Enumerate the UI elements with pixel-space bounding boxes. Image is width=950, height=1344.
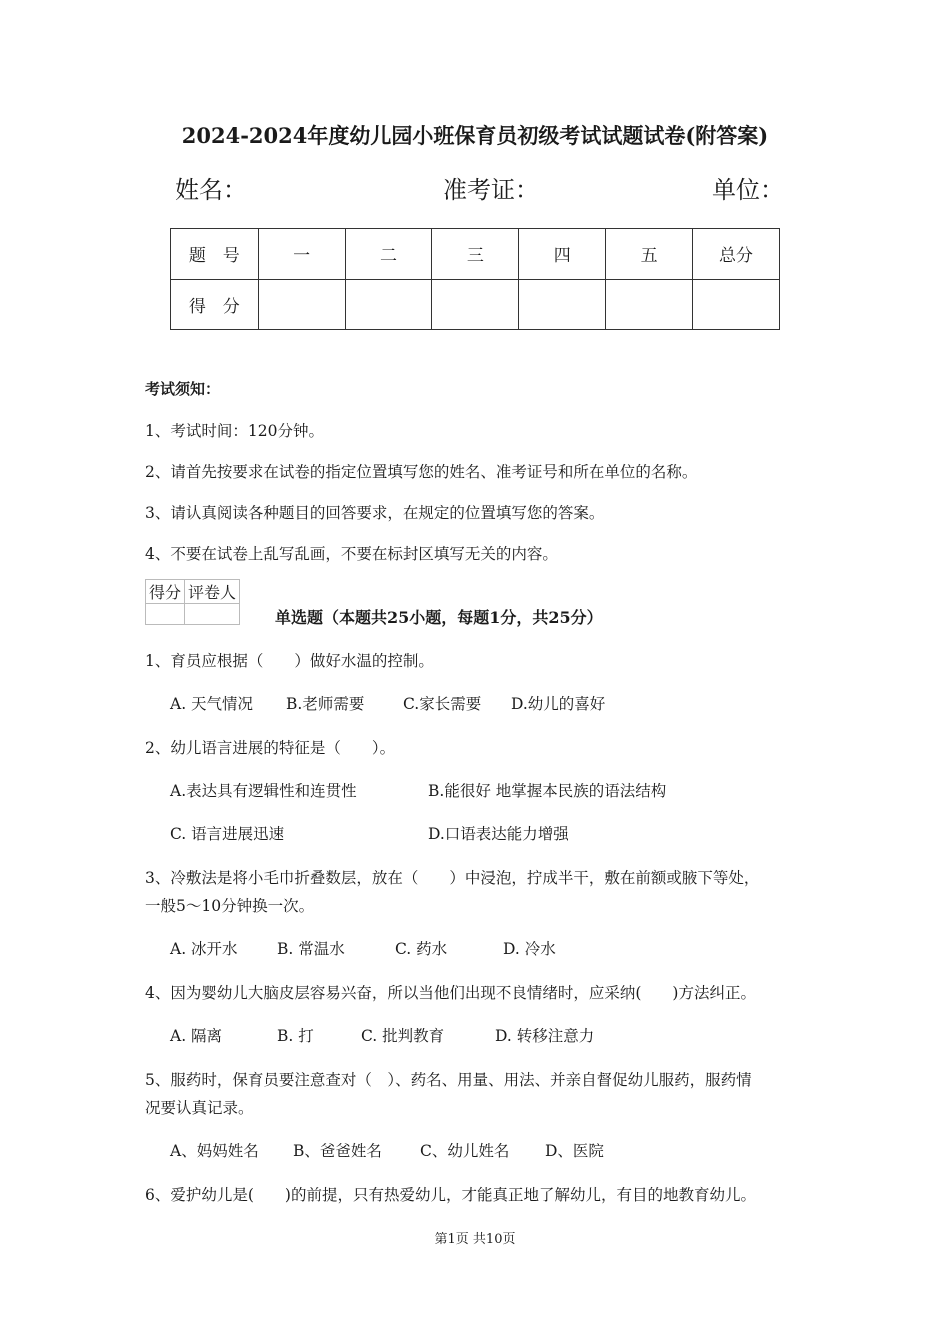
score-table-score-row bbox=[171, 279, 780, 330]
question-option[interactable]: A. 隔离 bbox=[170, 1027, 223, 1045]
question-stem: 2、幼儿语言进展的特征是（ ）。 bbox=[145, 739, 396, 757]
question-stem: 6、爱护幼儿是( )的前提，只有热爱幼儿，才能真正地了解幼儿，有目的地教育幼儿。 bbox=[145, 1186, 756, 1204]
score-input-cell[interactable] bbox=[432, 279, 519, 330]
notice-item: 3、请认真阅读各种题目的回答要求，在规定的位置填写您的答案。 bbox=[145, 504, 605, 522]
score-table-cell: 总分 bbox=[693, 229, 780, 280]
question-option[interactable]: A. 天气情况 bbox=[170, 695, 254, 713]
exam-number-field-label: 准考证： bbox=[443, 176, 539, 204]
notice-item: 4、不要在试卷上乱写乱画，不要在标封区填写无关的内容。 bbox=[145, 545, 558, 563]
question-option[interactable]: B.老师需要 bbox=[286, 695, 365, 713]
name-field-label: 姓名： bbox=[175, 176, 247, 204]
question-option[interactable]: C.家长需要 bbox=[403, 695, 482, 713]
question-option[interactable]: D、医院 bbox=[545, 1142, 604, 1160]
question-option[interactable]: C. 批判教育 bbox=[361, 1027, 445, 1045]
score-table-cell: 五 bbox=[606, 229, 693, 280]
question-option[interactable]: B.能很好 地掌握本民族的语法结构 bbox=[428, 782, 667, 800]
question-option[interactable]: D.幼儿的喜好 bbox=[511, 695, 606, 713]
score-table-cell: 题 号 bbox=[171, 229, 259, 280]
question-stem: 1、育员应根据（ ）做好水温的控制。 bbox=[145, 652, 434, 670]
question-option[interactable]: C、幼儿姓名 bbox=[420, 1142, 510, 1160]
notice-item: 1、考试时间：120分钟。 bbox=[145, 422, 324, 440]
score-input-cell[interactable] bbox=[693, 279, 780, 330]
grader-name-cell[interactable] bbox=[185, 604, 240, 625]
page-footer: 第1页 共10页 bbox=[434, 1232, 516, 1247]
question-stem: 3、冷敷法是将小毛巾折叠数层，放在（ ）中浸泡，拧成半干，敷在前额或腋下等处， bbox=[145, 869, 760, 887]
question-option[interactable]: C. 药水 bbox=[395, 940, 448, 958]
question-option[interactable]: B. 打 bbox=[277, 1027, 314, 1045]
score-row-label: 得 分 bbox=[171, 279, 259, 330]
score-input-cell[interactable] bbox=[258, 279, 345, 330]
question-stem: 5、服药时，保育员要注意查对（ ）、药名、用量、用法、并亲自督促幼儿服药，服药情 bbox=[145, 1071, 752, 1089]
notice-heading: 考试须知： bbox=[145, 380, 221, 398]
score-input-cell[interactable] bbox=[345, 279, 432, 330]
question-stem-continued: 一般5～10分钟换一次。 bbox=[145, 897, 315, 915]
question-option[interactable]: A. 冰开水 bbox=[170, 940, 238, 958]
section-title: 单选题（本题共25小题，每题1分，共25分） bbox=[275, 608, 603, 627]
grader-score-label: 得分 bbox=[146, 580, 185, 604]
score-table-cell: 四 bbox=[519, 229, 606, 280]
question-option[interactable]: B. 常温水 bbox=[277, 940, 345, 958]
score-input-cell[interactable] bbox=[606, 279, 693, 330]
score-table-cell: 二 bbox=[345, 229, 432, 280]
question-option[interactable]: C. 语言进展迅速 bbox=[170, 825, 285, 843]
question-option[interactable]: D. 冷水 bbox=[503, 940, 556, 958]
question-option[interactable]: D. 转移注意力 bbox=[495, 1027, 595, 1045]
score-table-cell: 一 bbox=[258, 229, 345, 280]
question-option[interactable]: A.表达具有逻辑性和连贯性 bbox=[170, 782, 357, 800]
question-stem-continued: 况要认真记录。 bbox=[145, 1099, 254, 1117]
score-table bbox=[170, 228, 780, 330]
question-option[interactable]: D.口语表达能力增强 bbox=[428, 825, 569, 843]
score-table-cell: 三 bbox=[432, 229, 519, 280]
question-option[interactable]: B、爸爸姓名 bbox=[293, 1142, 382, 1160]
document-title: 2024-2024年度幼儿园小班保育员初级考试试题试卷(附答案) bbox=[181, 123, 769, 148]
score-input-cell[interactable] bbox=[519, 279, 606, 330]
score-table-header-row bbox=[171, 229, 780, 280]
grader-score-cell[interactable] bbox=[146, 604, 185, 625]
notice-item: 2、请首先按要求在试卷的指定位置填写您的姓名、准考证号和所在单位的名称。 bbox=[145, 463, 698, 481]
unit-field-label: 单位： bbox=[712, 176, 784, 204]
question-option[interactable]: A、妈妈姓名 bbox=[170, 1142, 259, 1160]
question-stem: 4、因为婴幼儿大脑皮层容易兴奋，所以当他们出现不良情绪时，应采纳( )方法纠正。 bbox=[145, 984, 756, 1002]
grader-name-label: 评卷人 bbox=[185, 580, 240, 604]
grader-box bbox=[145, 579, 240, 625]
